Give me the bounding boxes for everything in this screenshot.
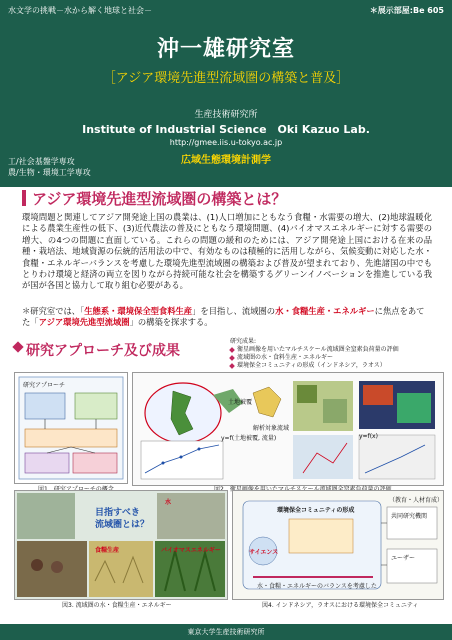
figure4-caption: 図4. インドネシア，ラオスにおける環境保全コミュニティ	[262, 602, 419, 609]
result-item: 衛星画像を用いたマルチスケール流域圏全窒素負荷量の評価	[230, 346, 442, 354]
bullet-icon	[229, 347, 235, 353]
result-item: 環境保全コミュニティの形成（インドネシア，ラオス）	[230, 362, 442, 370]
section2-title: 研究アプローチ及び成果	[26, 343, 180, 359]
bullet-icon	[229, 355, 235, 361]
figure3-caption: 図3. 流域圏の水・食糧生産・エネルギー	[62, 602, 172, 609]
research-group: 広域生態環境計測学	[181, 155, 271, 166]
subtitle: ［アジア環境先進型流域圏の構築と普及］	[102, 71, 350, 86]
figure3-panel	[14, 490, 228, 600]
figure2-panel	[132, 372, 444, 486]
department-2: 農/生物・環境工学専攻	[8, 168, 91, 177]
tagline: 水文学の挑戦－水から解く地球と社会－	[8, 6, 152, 15]
results-label: 研究成果:	[230, 338, 257, 345]
institute-en: Institute of Industrial Science Oki Kazuo Lab.	[82, 123, 370, 136]
science-label: サイエンス	[249, 549, 279, 556]
biomass-energy-label: バイオマスエネルギー	[161, 547, 221, 554]
footer: 東京大学生産技術研究所	[0, 624, 452, 640]
target-basin-label: 解析対象流域	[253, 425, 290, 432]
approach-diagram	[15, 373, 127, 483]
lab-name: 沖一雄研究室	[156, 37, 295, 62]
lab-url[interactable]: http://gmee.iis.u-tokyo.ac.jp	[169, 138, 283, 147]
result-item: 流域圏の水・食料生産・エネルギー	[230, 354, 442, 362]
booth-number: ＊展示部屋:Be 605	[369, 6, 444, 15]
section-marker	[22, 190, 26, 206]
figure1-panel	[14, 372, 128, 484]
figure3-question-2: 流域圏とは？	[95, 520, 150, 530]
figure3-question-1: 目指すべき	[95, 508, 140, 518]
figure4-center-title: 環境保全コミュニティの形成	[277, 507, 355, 514]
section1-title: アジア環境先進型流域圏の構築とは？	[32, 190, 287, 208]
diamond-icon	[12, 341, 23, 352]
partner-institution-label: 共同研究機関	[391, 513, 428, 520]
bullet-icon	[229, 363, 235, 369]
land-cover-label: 土地被覆	[228, 399, 253, 406]
department-1: 工/社会基盤学専攻	[8, 157, 75, 166]
education-label: （教育・人材育成）	[389, 497, 444, 504]
equation-2: y=f(x)	[359, 433, 378, 440]
figure4-panel	[232, 490, 444, 600]
figure1-label: 研究アプローチ	[23, 382, 66, 389]
equation-1: y=f(土地被覆, 流量)	[221, 435, 277, 442]
water-label: 水	[165, 499, 172, 506]
user-label: ユーザー	[391, 555, 416, 562]
results-list	[230, 338, 442, 370]
balance-note: 水・食糧・エネルギーのバランスを考慮した	[257, 583, 377, 590]
food-production-label: 食糧生産	[95, 547, 120, 554]
section1-focus: ＊研究室では、「生態系・環境保全型食料生産」を目指し、流域圏の水・食糧生産・エネルギーに焦点をあてた「アジア環境先進型流域圏」の構築を探求する。	[22, 306, 425, 328]
header-band	[0, 0, 452, 187]
section1-body: 環境問題と関連してアジア開発途上国の農業は、(1)人口増加にともなう食糧・水需要の増大、(2)地球温暖化による農業生産性の低下、(3)近代農法の普及にともなう環境問題、(4)バイオマスエネルギーに対する需要の増大、の4つの問題に直面している。これらの問題の緩和のためには、アジア開発途上国における在来の品種・栽培法、地域資源の伝統的活用法の中で、有効なものは積極的に活用しながら、気候変動に対応した水・食糧・エネルギーバランスを考慮した環境先進型流域圏の構築および普及が望まれており、先進諸国の中でもとりわけ環境と経済の両立を図りながら持続可能な社会を構築するグリーンイノベーションを推進している我が国が各国と協力して取り組む必要がある。	[22, 212, 432, 291]
institute-jp: 生産技術研究所	[194, 110, 258, 120]
